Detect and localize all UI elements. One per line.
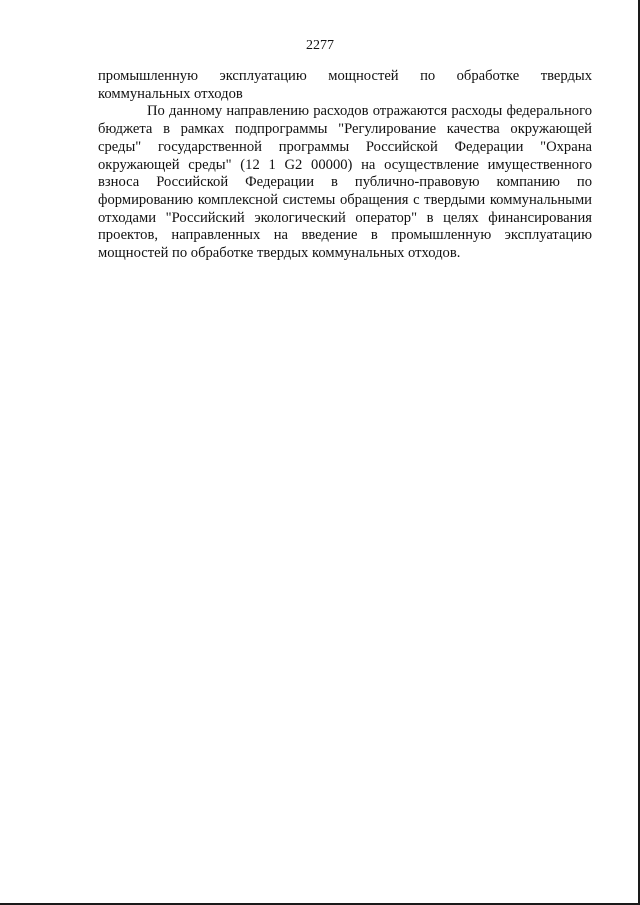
paragraph-expense-direction: По данному направлению расходов отражаются расходы федерального бюджета в рамках подпрограммы "Регулирование качества окружающей среды" государственной программы Российской Федерации "Охрана окружающей среды" (12 1 G2 00000) на осуществление имущественного взноса Российской Федерации в публично-правовую компанию по формированию комплексной системы обращения с твердыми коммунальными отходами "Российский экологический оператор" в целях финансирования проектов, направленных на введение в промышленную эксплуатацию мощностей по обработке твердых коммунальных отходов. <box>98 103 592 262</box>
document-body <box>98 68 592 263</box>
page-number: 2277 <box>306 38 334 53</box>
paragraph-continuation: промышленную эксплуатацию мощностей по обработке твердых коммунальных отходов <box>98 68 592 102</box>
